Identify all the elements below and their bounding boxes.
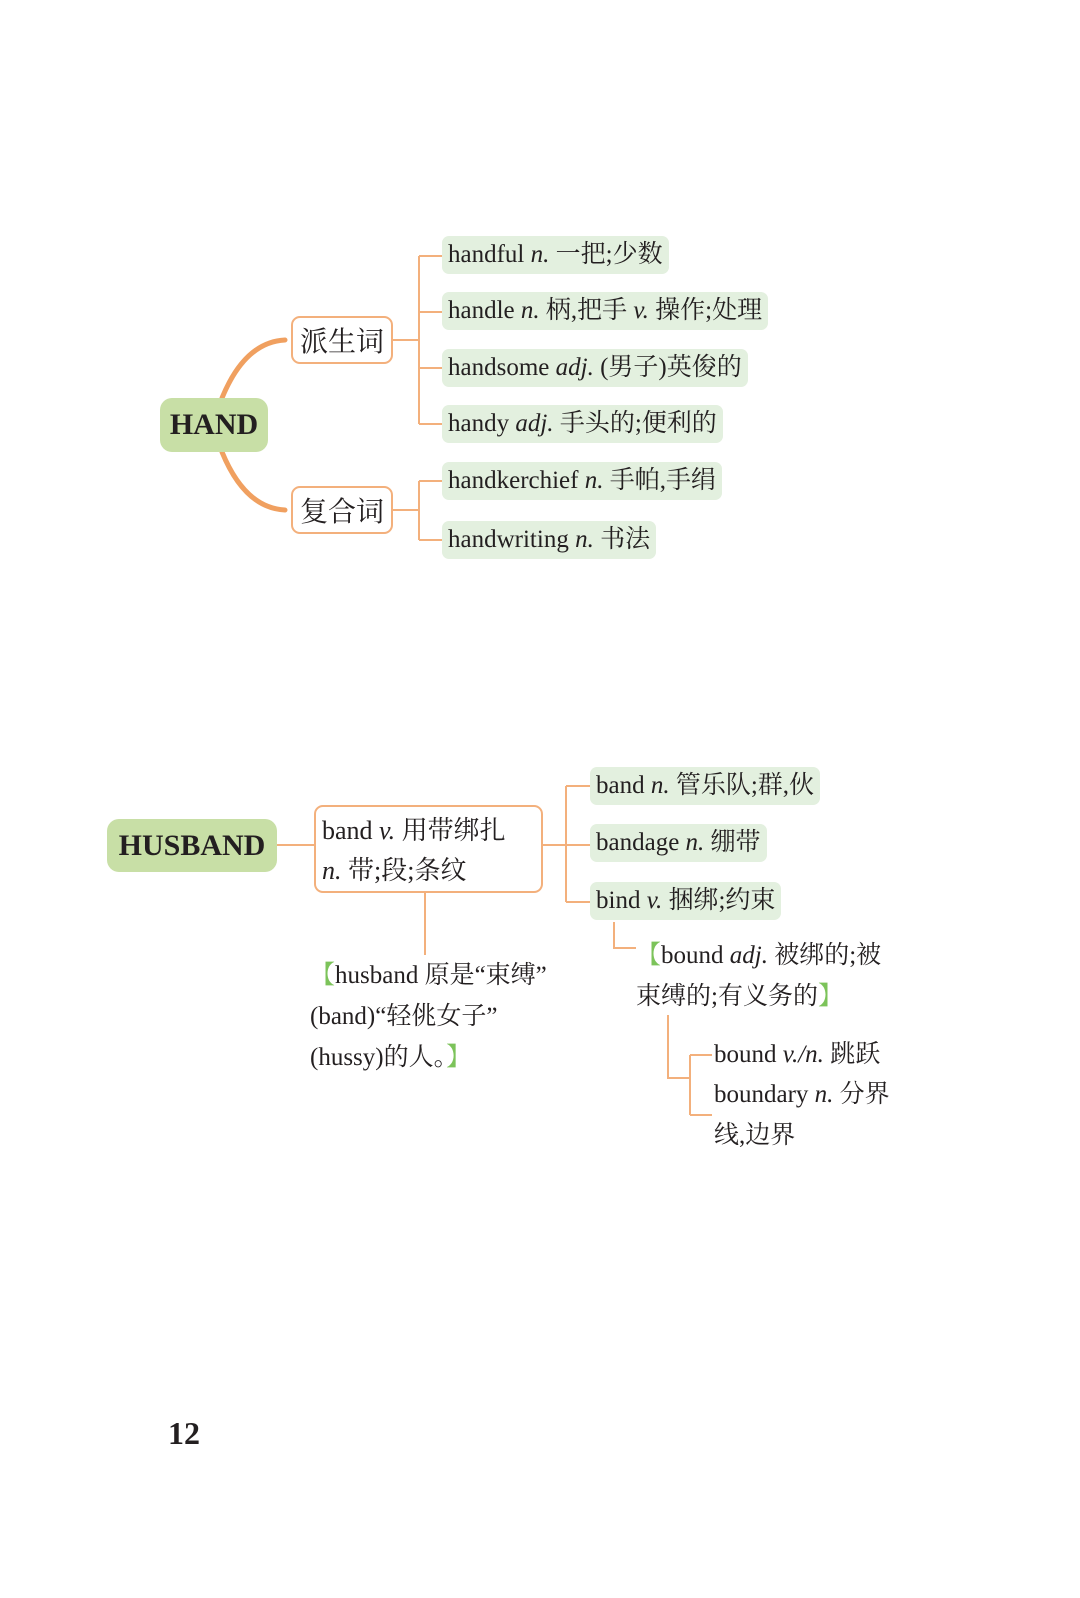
word-entry-handsome <box>442 349 748 387</box>
root-node-hand: HAND <box>160 398 268 452</box>
meaning: 束缚的;有义务的 <box>636 983 818 1010</box>
word: handwriting <box>448 526 569 553</box>
word: band <box>596 772 645 799</box>
meaning: 线,边界 <box>714 1122 796 1149</box>
part-of-speech: n. <box>530 241 550 268</box>
part-of-speech: n. <box>520 297 540 324</box>
base-word-band <box>314 805 543 893</box>
category-derived-words: 派生词 <box>291 316 393 364</box>
bracket-close: 】 <box>817 983 843 1010</box>
meaning: 绷带 <box>710 829 761 856</box>
word: handful <box>448 241 525 268</box>
part-of-speech: v. <box>646 887 663 914</box>
word: handsome <box>448 354 550 381</box>
bracket-open: 【 <box>310 962 336 989</box>
meaning: 柄,把手 <box>545 297 628 324</box>
bound-note <box>636 935 881 1017</box>
etymology-note <box>310 955 547 1078</box>
word-entry-boundary <box>714 1074 890 1156</box>
word-entry-handy <box>442 405 723 443</box>
meaning: 手头的;便利的 <box>559 410 717 437</box>
meaning: 操作;处理 <box>655 297 763 324</box>
part-of-speech: v. <box>379 816 396 845</box>
meaning: 管乐队;群,伙 <box>675 772 815 799</box>
part-of-speech: adj. <box>555 354 594 381</box>
word: handle <box>448 297 515 324</box>
word-entry-handle <box>442 292 768 330</box>
word: boundary <box>714 1081 809 1108</box>
part-of-speech: n. <box>584 467 604 494</box>
part-of-speech: v. <box>633 297 649 324</box>
meaning: 一把;少数 <box>555 241 663 268</box>
meaning: 跳跃 <box>830 1041 881 1068</box>
meaning: 被绑的;被 <box>774 942 882 969</box>
meaning: 用带绑扎 <box>401 816 506 845</box>
note-line: (band)“轻佻女子” <box>310 1003 498 1030</box>
part-of-speech: n. <box>575 526 594 553</box>
word-entry-bandage <box>590 824 767 862</box>
meaning: (男子)英俊的 <box>600 354 742 381</box>
category-compound-words: 复合词 <box>291 486 393 534</box>
note-line: husband 原是“束缚” <box>335 962 547 989</box>
word: handkerchief <box>448 467 579 494</box>
meaning: 手帕,手绢 <box>609 467 716 494</box>
meaning: 捆绑;约束 <box>668 887 776 914</box>
bracket-close: 】 <box>446 1044 472 1071</box>
meaning: 分界 <box>839 1081 890 1108</box>
word: bound <box>661 942 724 969</box>
word: bound <box>714 1041 777 1068</box>
word-entry-bound <box>714 1034 880 1075</box>
part-of-speech: n. <box>814 1081 834 1108</box>
word-entry-band <box>590 767 820 805</box>
word: bandage <box>596 829 680 856</box>
bracket-open: 【 <box>636 942 662 969</box>
word-entry-handful <box>442 236 669 274</box>
part-of-speech: adj. <box>729 942 768 969</box>
part-of-speech: v./n. <box>782 1041 824 1068</box>
page-number: 12 <box>168 1415 200 1451</box>
part-of-speech: n. <box>685 829 705 856</box>
word-entry-bind <box>590 882 781 920</box>
meaning: 带;段;条纹 <box>348 856 467 885</box>
root-node-husband: HUSBAND <box>107 819 277 872</box>
meaning: 书法 <box>600 526 651 553</box>
part-of-speech: adj. <box>515 410 554 437</box>
word-entry-handwriting <box>442 521 656 559</box>
word: handy <box>448 410 510 437</box>
note-line: (hussy)的人。 <box>310 1044 447 1071</box>
part-of-speech: n. <box>322 856 342 885</box>
part-of-speech: n. <box>650 772 670 799</box>
word-entry-handkerchief <box>442 462 722 500</box>
word: bind <box>596 887 641 914</box>
word: band <box>322 816 373 845</box>
